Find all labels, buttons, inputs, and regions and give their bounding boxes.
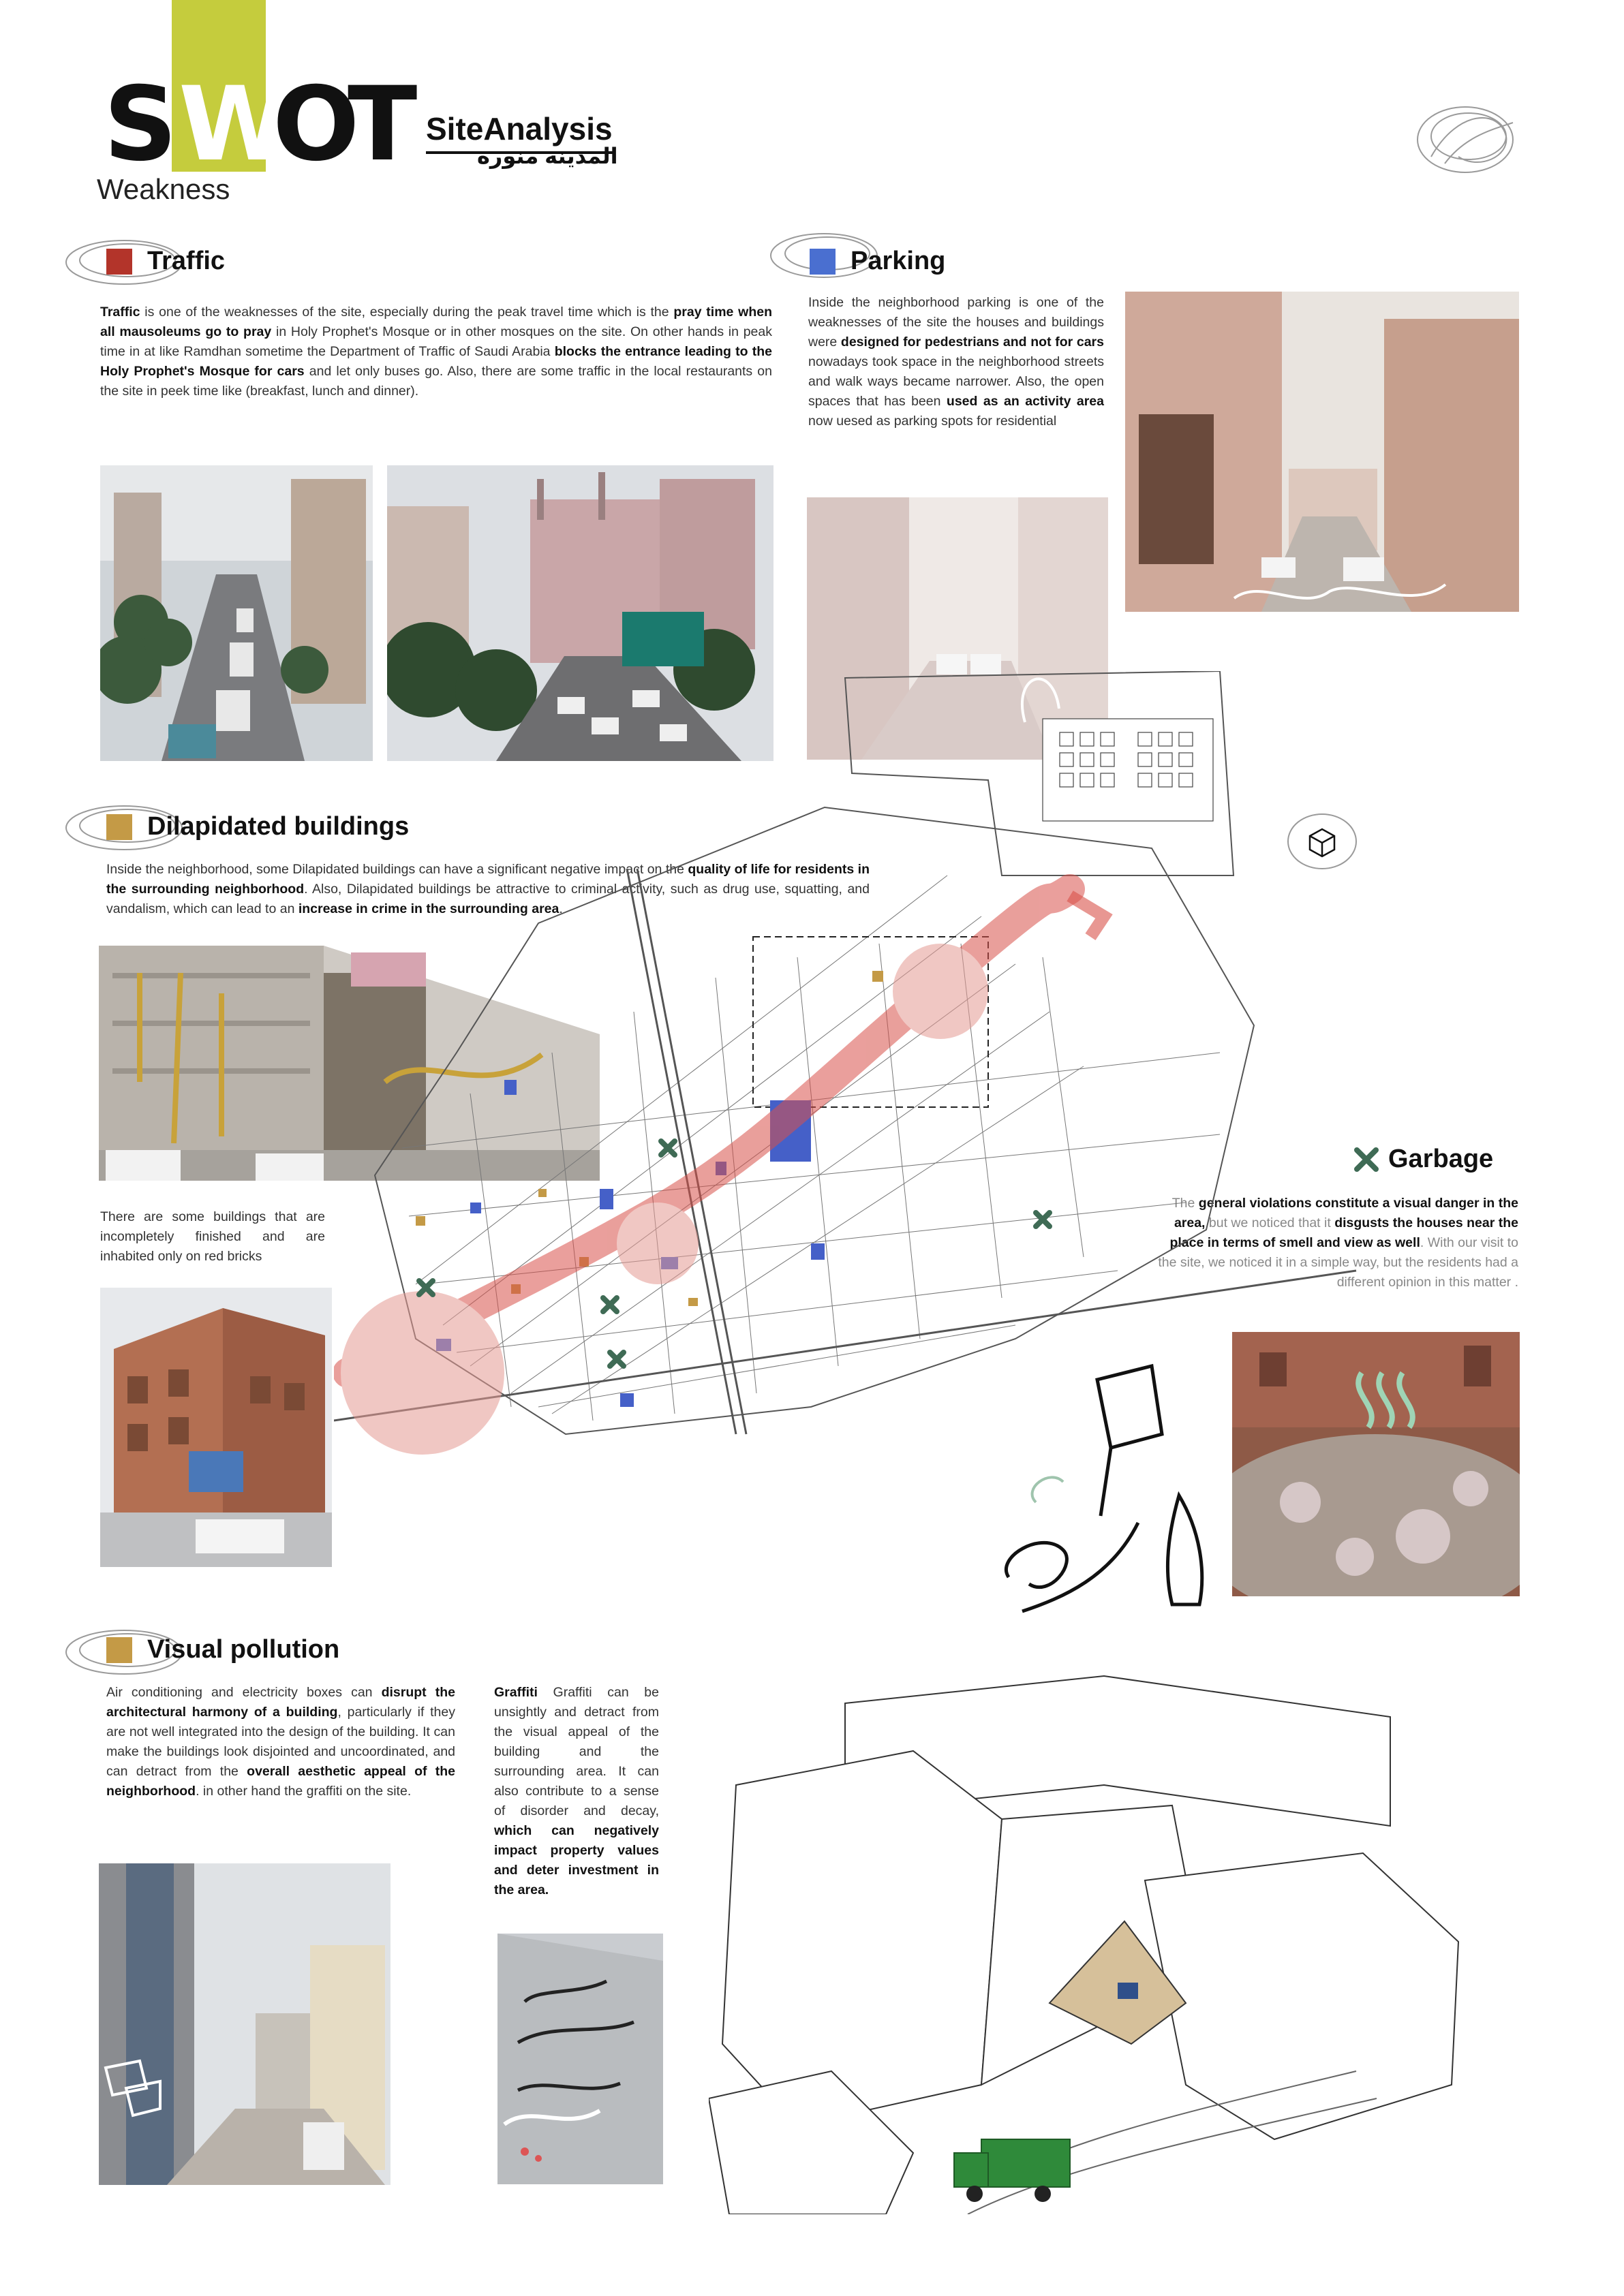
brick-building-photo xyxy=(100,1288,332,1567)
swot-letter-w: W xyxy=(179,65,292,184)
cube-icon xyxy=(1288,814,1356,869)
site-map xyxy=(334,671,1492,1632)
garbage-description: The general violations constitute a visual danger in the area, but we noticed that it disgusts the houses near the place in terms of smell and view as well. With our visit to the site, we noticed it in a simple way, but the residents had a different opinion in this matter . xyxy=(1158,1196,1518,1290)
visual-color-square xyxy=(106,1637,132,1663)
visual-section-title xyxy=(106,1635,339,1664)
graffiti-photo xyxy=(497,1934,663,2184)
swot-letter-s: S xyxy=(104,65,178,184)
swirl-logo-icon xyxy=(1404,95,1527,184)
traffic-section-title xyxy=(106,247,225,276)
traffic-description: Traffic is one of the weaknesses of the site, especially during the peak travel time which is the pray time when all mausoleums go to pray in Holy Prophet's Mosque or in other mosques on the site. On other hands in peak time in at like Ramdhan sometime the Department of Traffic of Saudi Arabia blocks the entrance leading to the Holy Prophet's Mosque for cars and let only buses go. Also, there are some traffic in the local restaurants on the site in peek time like (breakfast, lunch and dinner). xyxy=(100,305,772,399)
parking-description: Inside the neighborhood parking is one of the weaknesses of the site the houses and buildings were designed for pedestrians and not for cars nowadays took space in the neighborhood streets and walk ways became narrower. Also, the open spaces that has been used as an activity area now uesed as parking spots for residential xyxy=(808,295,1104,429)
dilapidated-note: There are some buildings that are incompletely finished and are inhabited only on red bricks xyxy=(100,1209,325,1264)
arabic-title: المدينة منورة xyxy=(477,144,618,168)
garbage-title: Garbage xyxy=(1388,1145,1494,1173)
ac-boxes-photo xyxy=(99,1863,390,2185)
dilapidated-color-square xyxy=(106,814,132,840)
traffic-color-square xyxy=(106,249,132,275)
site-analysis-title: SiteAnalysis xyxy=(426,111,613,146)
dilapidated-title: Dilapidated buildings xyxy=(147,812,410,841)
swot-letter-o: O xyxy=(273,65,360,184)
visual-title: Visual pollution xyxy=(147,1635,340,1664)
parking-title: Parking xyxy=(851,247,946,275)
traffic-photo-1 xyxy=(100,465,373,761)
parking-color-square xyxy=(810,249,836,275)
isometric-neighborhood-drawing xyxy=(709,1662,1486,2214)
swot-letter-t: T xyxy=(348,65,418,184)
traffic-title: Traffic xyxy=(147,247,226,275)
visual-description: Air conditioning and electricity boxes can disrupt the architectural harmony of a building, particularly if they are not well integrated into the design of the building. It can make the buildings look disjointed and uncoordinated, and can detract from the overall aesthetic appeal of the neighborhood. in other hand the graffiti on the site. xyxy=(106,1685,455,1799)
swot-subtitle: Weakness xyxy=(97,173,230,205)
parking-photo-street xyxy=(1125,292,1519,612)
dilapidated-description: Inside the neighborhood, some Dilapidated buildings can have a significant negative impact on the quality of life for residents in the surrounding neighborhood. Also, Dilapidated buildings be attractive to criminal activity, such as drug use, squatting, and vandalism, which can lead to an increase in crime in the surrounding area. xyxy=(106,862,870,916)
graffiti-description: Graffiti Graffiti can be unsightly and detract from the visual appeal of the building and the surrounding area. It can also contribute to a sense of disorder and decay, which can negatively impact property values and deter investment in the area. xyxy=(494,1685,659,1897)
site-sketch-doodle xyxy=(981,1352,1220,1618)
parking-section-title xyxy=(810,247,945,276)
